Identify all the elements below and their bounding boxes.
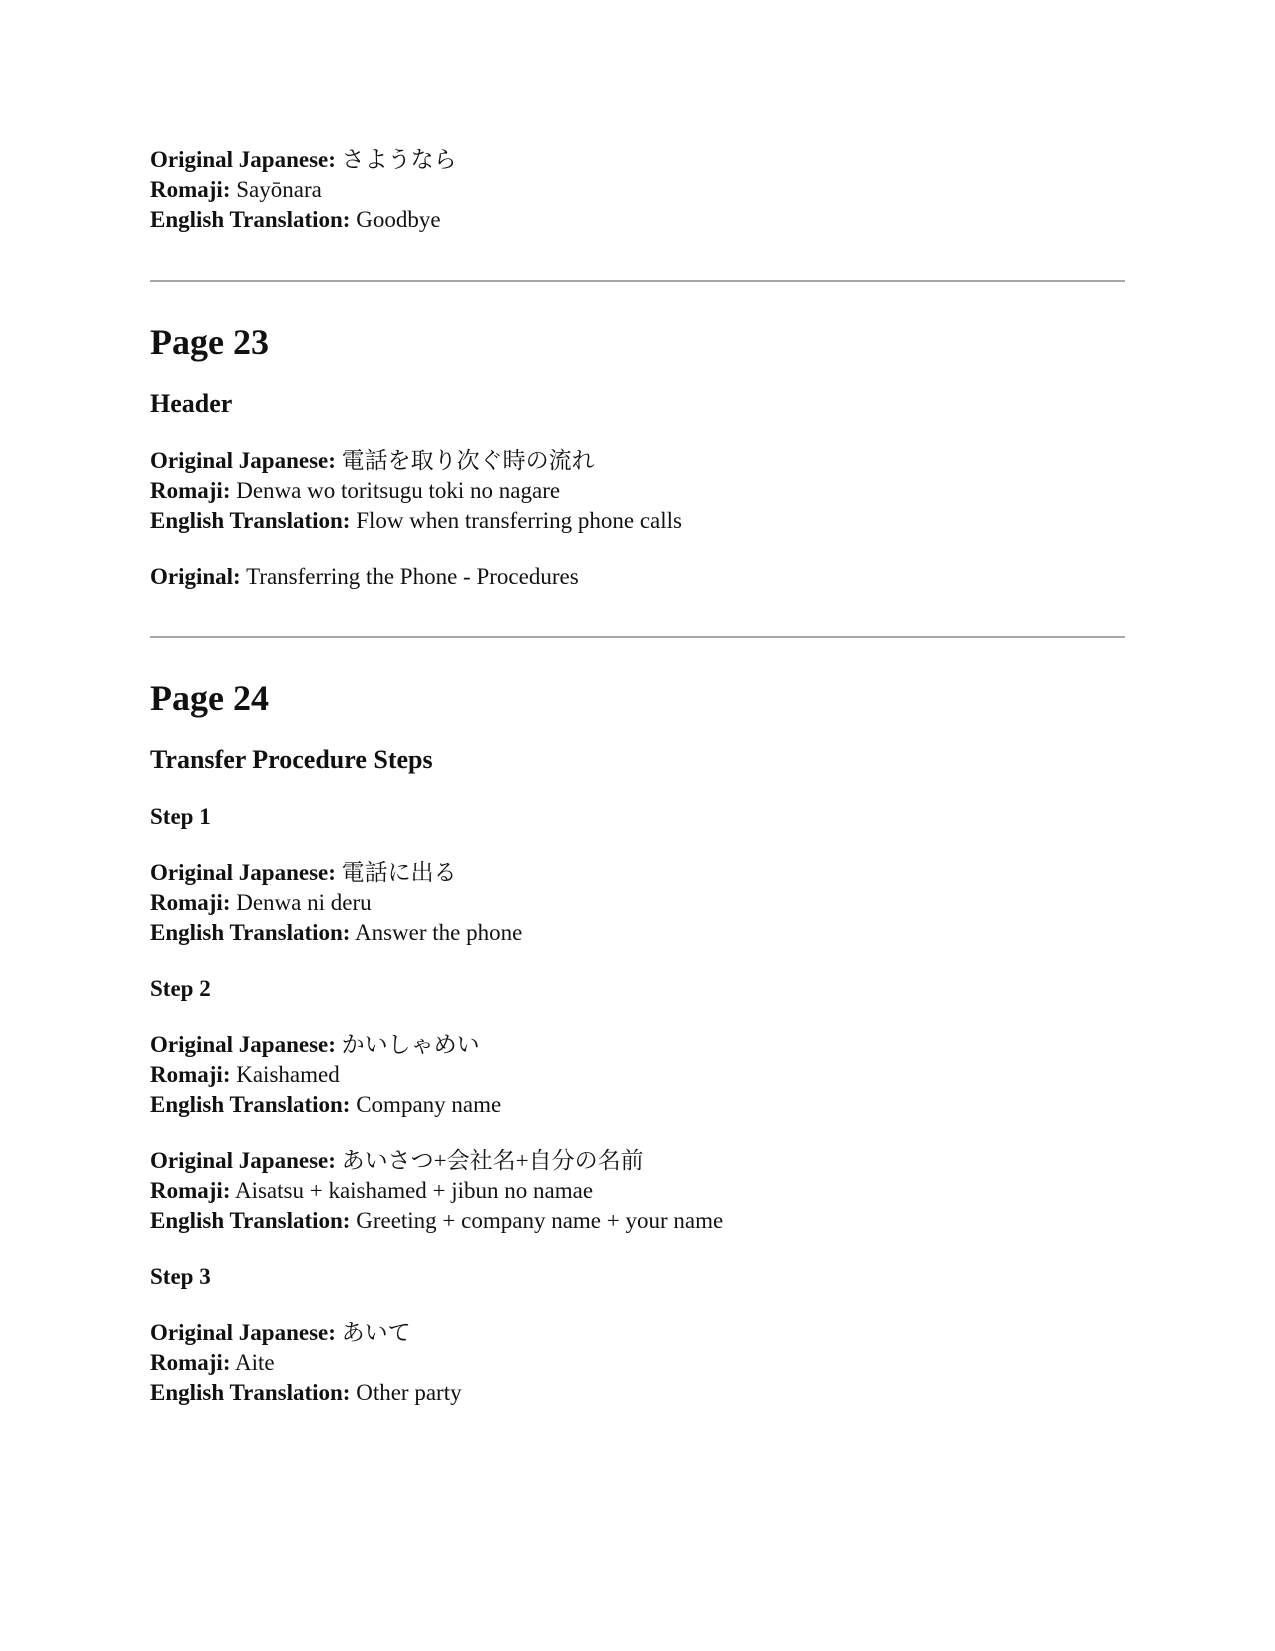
japanese-text: あいて: [341, 1320, 411, 1345]
japanese-text: かいしゃめい: [341, 1032, 480, 1057]
japanese-text: さようなら: [341, 147, 457, 172]
entry-english-line: [150, 1378, 1125, 1408]
entry-japanese-line: [150, 1146, 1125, 1176]
english-text: Other party: [356, 1380, 462, 1405]
section-title-header: Header: [150, 389, 233, 418]
entry-japanese-line: [150, 145, 1125, 175]
label-english-translation: English Translation:: [150, 508, 351, 533]
entry-romaji-line: [150, 1348, 1125, 1378]
entry-romaji-line: [150, 1176, 1125, 1206]
label-english-translation: English Translation:: [150, 1380, 351, 1405]
romaji-text: Aite: [234, 1350, 275, 1375]
label-original-japanese: Original Japanese:: [150, 860, 336, 885]
label-romaji: Romaji:: [150, 1350, 231, 1375]
entry-english-line: [150, 1206, 1125, 1236]
step-title-3: Step 3: [150, 1264, 211, 1289]
english-text: Flow when transferring phone calls: [356, 508, 682, 533]
label-original-japanese: Original Japanese:: [150, 1032, 336, 1057]
entry-english-line: [150, 506, 1125, 536]
entry-denwa-ni-deru: [150, 858, 1125, 948]
entry-kaishamei: [150, 1030, 1125, 1120]
step-title-1: Step 1: [150, 804, 211, 829]
label-romaji: Romaji:: [150, 177, 231, 202]
label-english-translation: English Translation:: [150, 1092, 351, 1117]
entry-romaji-line: [150, 1060, 1125, 1090]
english-text: Company name: [356, 1092, 502, 1117]
entry-sayonara: [150, 145, 1125, 235]
entry-denwa-toritsugu: [150, 446, 1125, 536]
label-english-translation: English Translation:: [150, 1208, 351, 1233]
label-romaji: Romaji:: [150, 478, 231, 503]
english-text: Goodbye: [356, 207, 441, 232]
original-line: [150, 562, 1125, 592]
page-title-23: Page 23: [150, 322, 269, 362]
entry-aisatsu: [150, 1146, 1125, 1236]
label-original: Original:: [150, 564, 241, 589]
japanese-text: あいさつ+会社名+自分の名前: [341, 1148, 644, 1173]
label-romaji: Romaji:: [150, 890, 231, 915]
romaji-text: Kaishamed: [236, 1062, 340, 1087]
entry-japanese-line: [150, 446, 1125, 476]
entry-english-line: [150, 1090, 1125, 1120]
label-original-japanese: Original Japanese:: [150, 1320, 336, 1345]
label-original-japanese: Original Japanese:: [150, 147, 336, 172]
romaji-text: Aisatsu + kaishamed + jibun no namae: [234, 1178, 594, 1203]
label-english-translation: English Translation:: [150, 207, 351, 232]
document-page: [150, 145, 1125, 1408]
romaji-text: Denwa ni deru: [236, 890, 372, 915]
entry-japanese-line: [150, 858, 1125, 888]
label-english-translation: English Translation:: [150, 920, 351, 945]
entry-japanese-line: [150, 1318, 1125, 1348]
section-title-transfer-steps: Transfer Procedure Steps: [150, 745, 433, 774]
entry-japanese-line: [150, 1030, 1125, 1060]
entry-romaji-line: [150, 175, 1125, 205]
japanese-text: 電話に出る: [341, 860, 457, 885]
label-original-japanese: Original Japanese:: [150, 1148, 336, 1173]
label-romaji: Romaji:: [150, 1062, 231, 1087]
english-text: Greeting + company name + your name: [356, 1208, 724, 1233]
section-divider: [150, 636, 1125, 638]
entry-english-line: [150, 205, 1125, 235]
japanese-text: 電話を取り次ぐ時の流れ: [341, 448, 595, 473]
step-title-2: Step 2: [150, 976, 211, 1001]
english-text: Answer the phone: [354, 920, 523, 945]
entry-romaji-line: [150, 476, 1125, 506]
entry-english-line: [150, 918, 1125, 948]
entry-romaji-line: [150, 888, 1125, 918]
romaji-text: Sayōnara: [236, 177, 322, 202]
label-original-japanese: Original Japanese:: [150, 448, 336, 473]
page-title-24: Page 24: [150, 678, 269, 718]
entry-aite: [150, 1318, 1125, 1408]
original-text: Transferring the Phone - Procedures: [246, 564, 579, 589]
label-romaji: Romaji:: [150, 1178, 231, 1203]
section-divider: [150, 280, 1125, 282]
romaji-text: Denwa wo toritsugu toki no nagare: [236, 478, 561, 503]
